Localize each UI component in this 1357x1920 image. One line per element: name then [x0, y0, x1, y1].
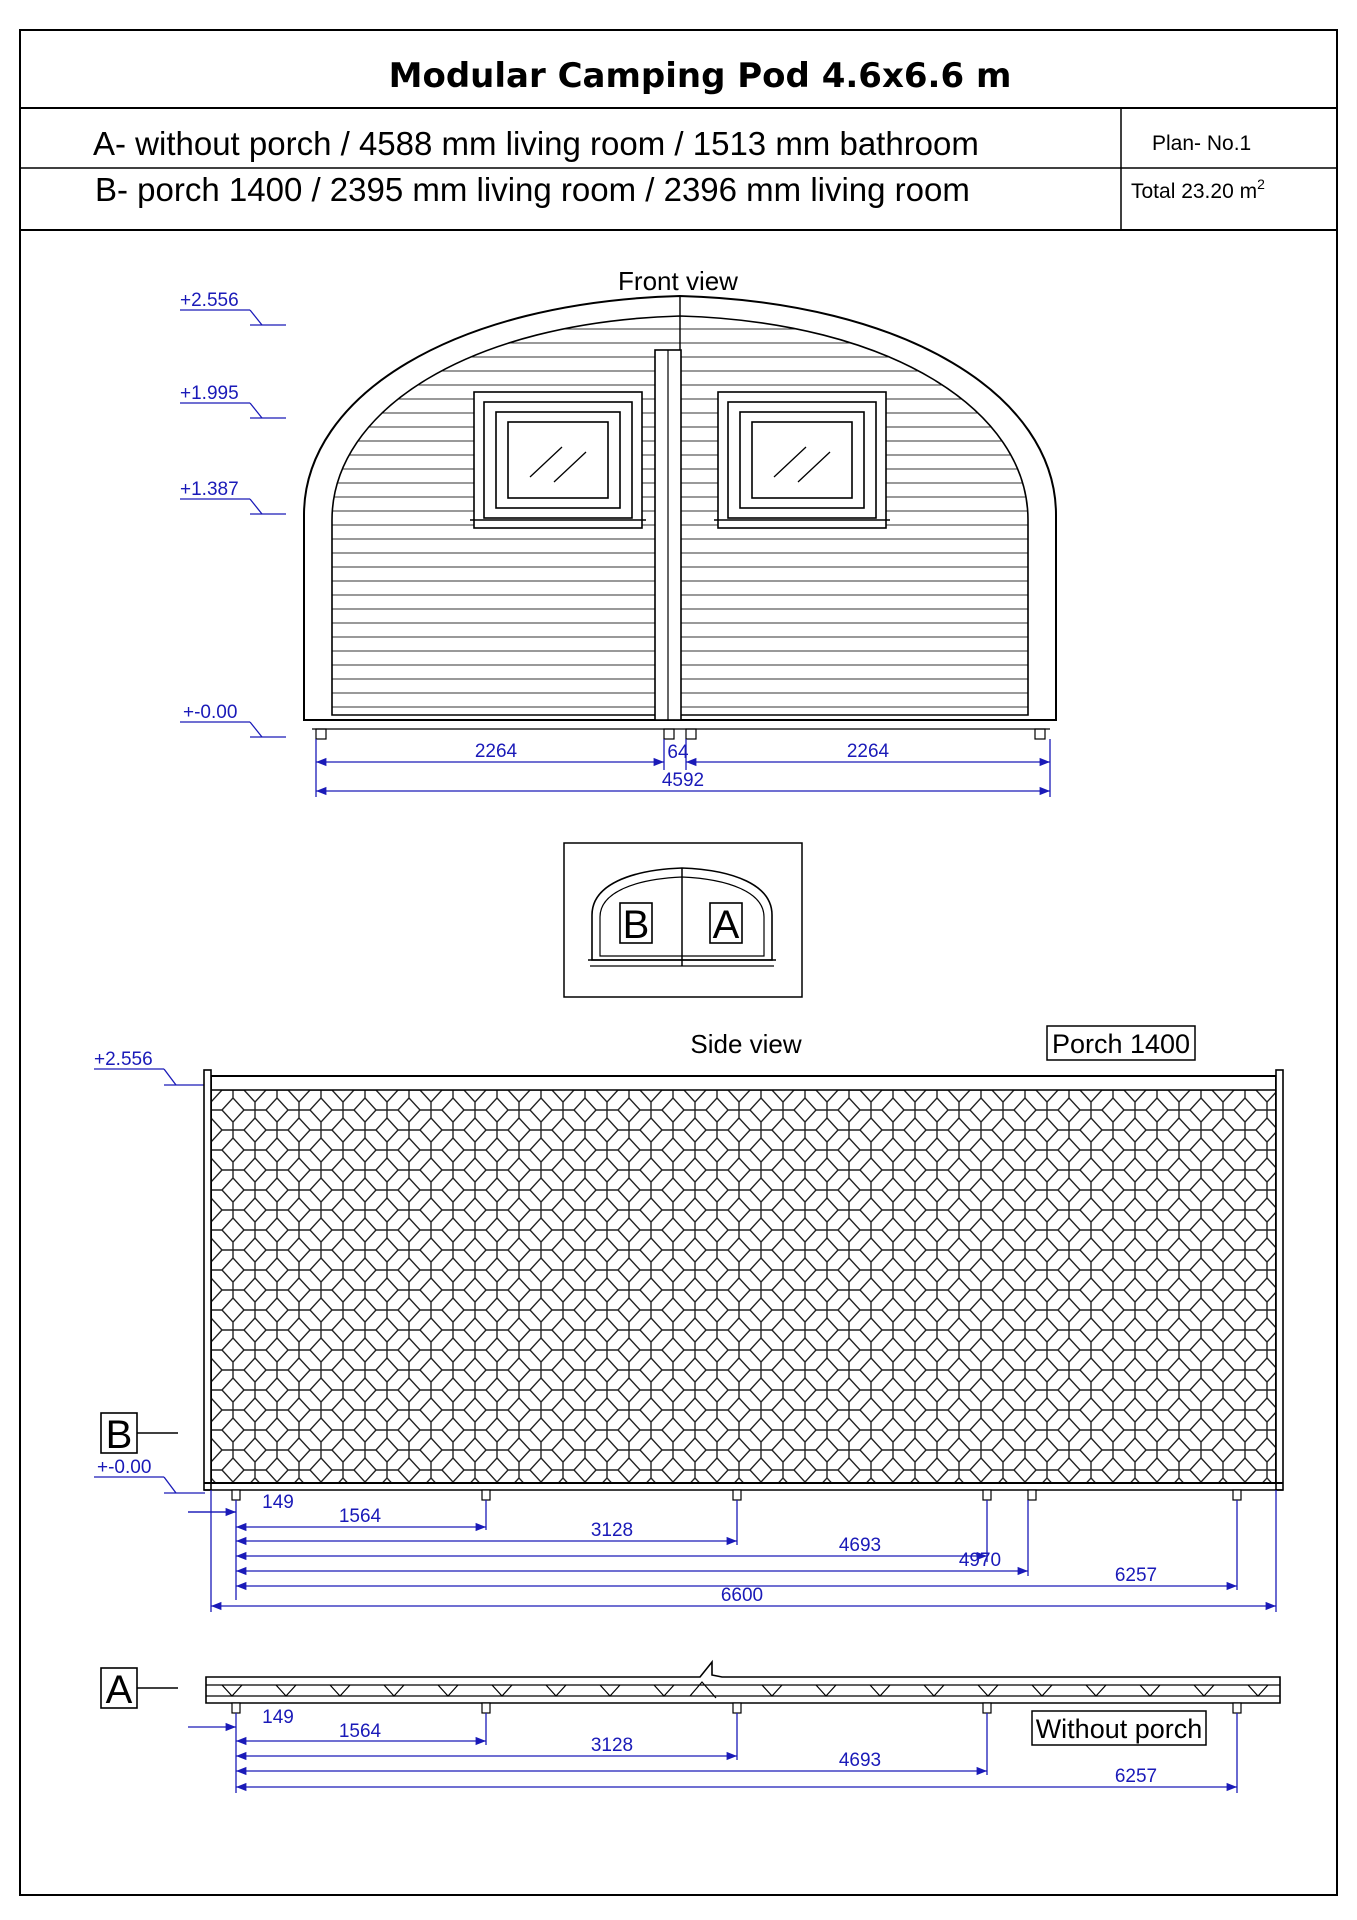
- side-dim-149: 149: [262, 1492, 294, 1513]
- key-plan: [564, 843, 802, 997]
- front-dim-gap: 64: [667, 742, 689, 763]
- without-porch-tag: Without porch: [1035, 1714, 1203, 1744]
- side-dim-6600: 6600: [720, 1585, 764, 1606]
- plan-a: [101, 1662, 1280, 1793]
- front-window-left: [470, 392, 646, 528]
- side-level-ground: +-0.00: [97, 1457, 152, 1478]
- key-plan-label-b: B: [622, 903, 650, 947]
- plan-a-dim-1564: 1564: [338, 1721, 382, 1742]
- front-level-top: +2.556: [180, 290, 239, 311]
- variant-a-description: A- without porch / 4588 mm living room / 1513 mm bathroom: [93, 125, 979, 162]
- side-dim-4970: 4970: [958, 1550, 1002, 1571]
- side-dim-3128: 3128: [590, 1520, 634, 1541]
- plan-a-dim-149: 149: [262, 1707, 294, 1728]
- side-view: [94, 1026, 1283, 1612]
- section-marker-a: A: [105, 1668, 133, 1712]
- side-view-label: Side view: [690, 1029, 802, 1059]
- front-level-ground: +-0.00: [183, 702, 238, 723]
- side-level-top: +2.556: [94, 1049, 153, 1070]
- plan-number: Plan- No.1: [1152, 132, 1252, 155]
- front-level-markers: [180, 310, 286, 737]
- front-dim-right: 2264: [846, 741, 890, 762]
- front-view-label: Front view: [618, 266, 738, 296]
- plan-a-dim-4693: 4693: [838, 1750, 882, 1771]
- variant-b-description: B- porch 1400 / 2395 mm living room / 2396 mm living room: [95, 171, 970, 208]
- front-level-window-bottom: +1.387: [180, 479, 239, 500]
- key-plan-label-a: A: [712, 903, 740, 947]
- front-view: [180, 266, 1056, 797]
- porch-tag: Porch 1400: [1051, 1029, 1191, 1059]
- side-dim-4693: 4693: [838, 1535, 882, 1556]
- front-window-right: [714, 392, 890, 528]
- front-dim-total: 4592: [661, 770, 705, 791]
- plan-a-strip: [206, 1662, 1280, 1703]
- front-dim-left: 2264: [474, 741, 518, 762]
- side-dim-6257: 6257: [1114, 1565, 1158, 1586]
- page-title: Modular Camping Pod 4.6x6.6 m: [388, 56, 1012, 96]
- title-block: [20, 56, 1337, 230]
- total-area: Total 23.20 $m^2$: [1131, 176, 1265, 203]
- side-dim-1564: 1564: [338, 1506, 382, 1527]
- plan-a-dim-6257: 6257: [1114, 1766, 1158, 1787]
- front-level-window-top: +1.995: [180, 383, 239, 404]
- plan-a-dim-3128: 3128: [590, 1735, 634, 1756]
- section-marker-b: B: [105, 1413, 133, 1457]
